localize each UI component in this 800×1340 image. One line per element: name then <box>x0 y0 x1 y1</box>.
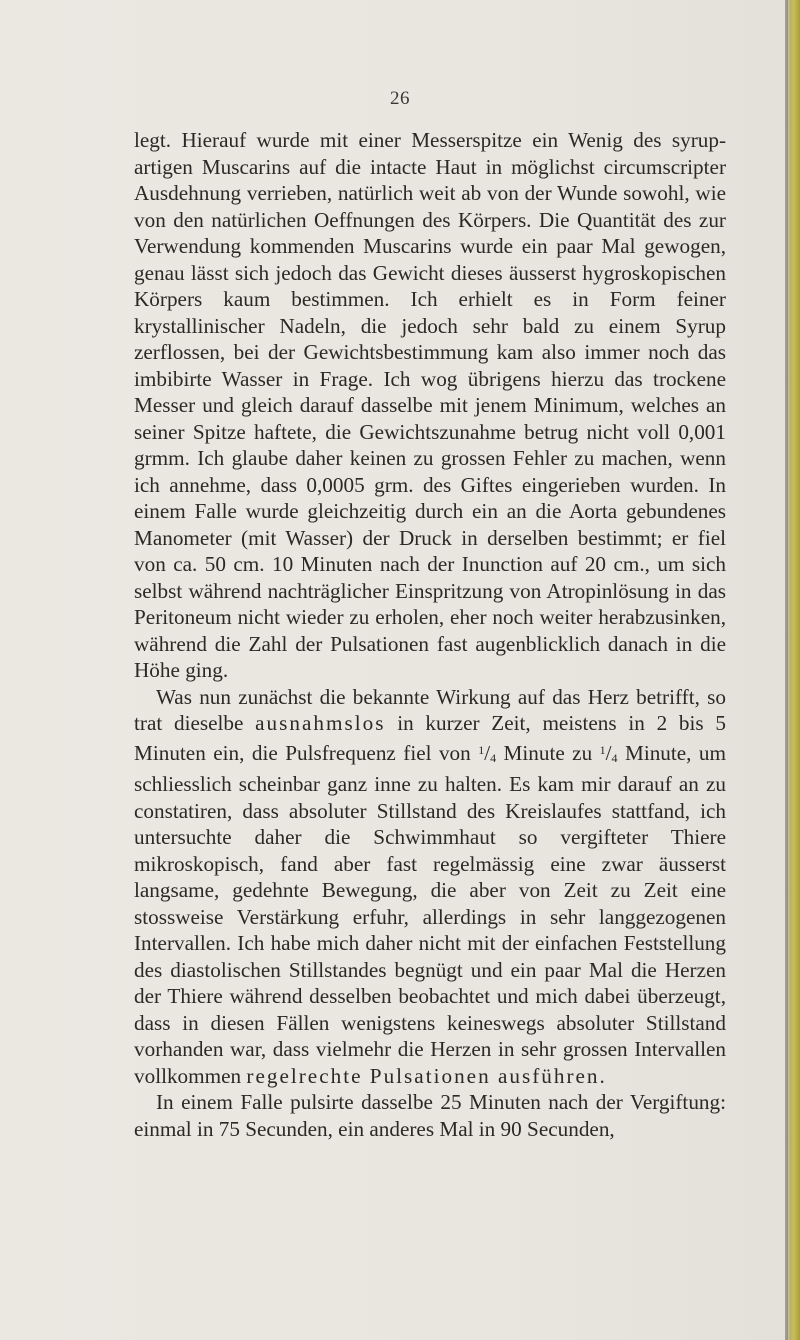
paragraph-2: Was nun zunächst die bekannte Wirkung auf das Herz betrifft, so trat dieselbe ausnahmslos in kurzer Zeit, meistens in 2 bis 5 Minuten ein, die Pulsfrequenz fiel von $^1/_4$ Minute zu $^1/_4$ Minute, um schliesslich scheinbar ganz inne zu halten. Es kam mir darauf an zu constatiren, dass absoluter Stillstand des Kreislaufes stattfand, ich untersuchte daher die Schwimmhaut so vergifteter Thiere mikroskopisch, fand aber fast regelmässig eine zwar äusserst langsame, gedehnte Bewegung, die aber von Zeit zu Zeit eine stossweise Verstärkung erfuhr, allerdings in sehr langgezogenen Intervallen. Ich habe mich daher nicht mit der einfachen Feststellung des diastolischen Stillstandes begnügt und ein paar Mal die Herzen der Thiere während desselben beobachtet und mich dabei überzeugt, dass in diesen Fällen wenigstens keineswegs absoluter Stillstand vorhanden war, dass vielmehr die Herzen in sehr grossen Intervallen vollkommen regelrechte Pulsationen ausführen. <box>134 684 727 1088</box>
page-edge-shadow <box>785 0 788 1340</box>
page-edge <box>786 0 800 1340</box>
emphasis-spaced-1: ausnahmslos <box>255 711 386 735</box>
paragraph-2-text-d: Minute, um schliesslich scheinbar ganz inne zu halten. Es kam mir darauf an zu constatiren, dass absoluter Stillstand des Kreislaufes stattfand, ich untersuchte daher die Schwimmhaut so vergifteter Thiere mikroskopisch, fand aber fast regelmässig eine zwar äusserst langsame, gedehnte Bewegung, die aber von Zeit zu Zeit eine stossweise Verstärkung erfuhr, allerdings in sehr langgezogenen Intervallen. Ich habe mich daher nicht mit der einfachen Feststellung des diastolischen Stillstandes begnügt und ein paar Mal die Herzen der Thiere während desselben beobachtet und mich dabei überzeugt, dass in diesen Fällen wenigstens keineswegs absoluter Stillstand vorhanden war, dass vielmehr die Herzen in sehr grossen Intervallen vollkommen <box>134 740 727 1088</box>
page-number: 26 <box>390 88 410 109</box>
fraction-2-denominator: 4 <box>611 750 618 765</box>
fraction-1-denominator: 4 <box>490 750 497 765</box>
fraction-2-numerator: 1 <box>599 742 606 757</box>
body-text <box>134 127 726 1142</box>
paragraph-3: In einem Falle pulsirte dasselbe 25 Minuten nach der Vergiftung: einmal in 75 Secunden, ein anderes Mal in 90 Secunden, <box>134 1090 726 1141</box>
paragraph-2-text-c: Minute zu <box>496 740 600 765</box>
emphasis-spaced-2: regelrechte Pulsationen ausführen. <box>246 1063 607 1088</box>
fraction-1-numerator: 1 <box>478 742 485 757</box>
paragraph-2-text-a: Was nun zunächst die bekannte Wirkung auf das Herz betrifft, so trat dieselbe <box>134 684 726 735</box>
paragraph-2-text-b: in kurzer Zeit, meistens in 2 bis 5 Minuten ein, die Pulsfrequenz fiel von <box>134 711 726 765</box>
paragraph-1: legt. Hierauf wurde mit einer Messerspitze ein Wenig des syrup-artigen Muscarins auf die intacte Haut in möglichst circumscripter Ausdehnung verrieben, natürlich weit ab von der Wunde sowohl, wie von den natürlichen Oeffnungen des Körpers. Die Quantität des zur Verwendung kommenden Muscarins wurde ein paar Mal gewogen, genau lässt sich jedoch das Gewicht dieses äusserst hygroskopischen Körpers kaum bestimmen. Ich erhielt es in Form feiner krystallinischer Nadeln, die jedoch sehr bald zu einem Syrup zerflossen, bei der Gewichtsbestimmung kam also immer noch das imbibirte Wasser in Frage. Ich wog übrigens hierzu das trockene Messer und gleich darauf dasselbe mit jenem Minimum, welches an seiner Spitze haftete, die Gewichtszunahme betrug nicht voll 0,001 grmm. Ich glaube daher keinen zu grossen Fehler zu machen, wenn ich annehme, dass 0,0005 grm. des Giftes eingerieben wurden. In einem Falle wurde gleichzeitig durch ein an die Aorta gebundenes Manometer (mit Wasser) der Druck in derselben bestimmt; er fiel von ca. 50 cm. 10 Minuten nach der Inunction auf 20 cm., um sich selbst während nachträglicher Einspritzung von Atropinlösung in das Peritoneum nicht wieder zu erholen, eher noch weiter herabzusinken, während die Zahl der Pulsationen fast augenblicklich danach in die Höhe ging. <box>134 128 726 682</box>
